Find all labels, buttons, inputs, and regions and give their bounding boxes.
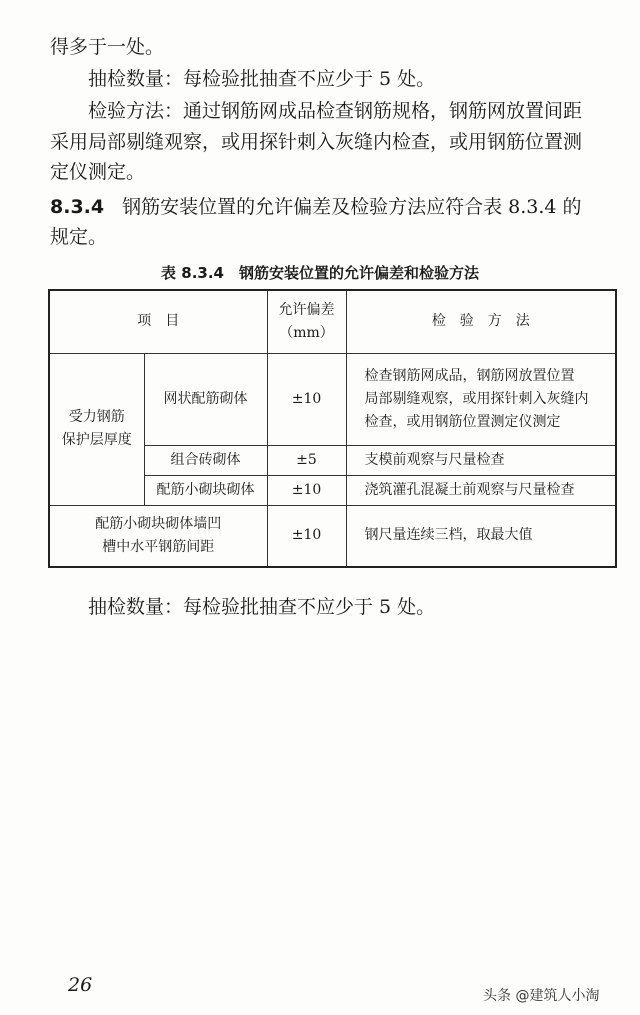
watermark: 头条 @建筑人小淘 [483, 988, 600, 1004]
method-line: 局部剔缝观察，或用探针刺入灰缝内 [364, 390, 589, 407]
last-row-label-line1: 配筋小砌块砌体墙凹 [95, 515, 222, 532]
tolerance-value: ±10 [267, 475, 346, 505]
last-row-label-line2: 槽中水平钢筋间距 [102, 538, 215, 555]
method-line: 检查钢筋网成品，钢筋网放置位置 [364, 367, 575, 384]
method-cell: 钢尺量连续三档，取最大值 [346, 505, 616, 567]
table-caption: 表 8.3.4 钢筋安装位置的允许偏差和检验方法 [161, 264, 479, 282]
header-item: 项 目 [49, 290, 267, 353]
text-line: 得多于一处。 [50, 36, 165, 58]
section-number: 8.3.4 [50, 196, 105, 218]
tolerance-value: ±10 [267, 505, 346, 567]
sampling-quantity-text: 抽检数量：每检验批抽查不应少于 5 处。 [88, 596, 436, 618]
header-method: 检 验 方 法 [346, 290, 616, 353]
method-cell [346, 353, 616, 445]
tolerance-value: ±5 [267, 445, 346, 475]
sampling-quantity-text: 抽检数量：每检验批抽查不应少于 5 处。 [88, 68, 436, 90]
section-heading [50, 194, 582, 221]
page-number: 26 [68, 974, 93, 996]
group-label [49, 353, 144, 505]
tolerance-value: ±10 [267, 353, 346, 445]
method-line: 检查，或用钢筋位置测定仪测定 [364, 413, 561, 430]
last-row-label [49, 505, 267, 567]
sub-item: 组合砖砌体 [144, 445, 267, 475]
table-row [49, 353, 616, 445]
group-label-line1: 受力钢筋 [68, 409, 125, 425]
group-label-line2: 保护层厚度 [61, 432, 132, 448]
table-header-row [49, 290, 616, 353]
sub-item: 配筋小砌块砌体 [144, 475, 267, 505]
section-text-cont: 规定。 [50, 226, 108, 248]
header-tolerance [267, 290, 346, 353]
method-cell: 支模前观察与尺量检查 [346, 445, 616, 475]
header-tolerance-line1: 允许偏差 [278, 301, 335, 318]
inspection-method-text: 检验方法：通过钢筋网成品检查钢筋规格，钢筋网放置间距 [88, 100, 583, 122]
tolerance-table [48, 289, 617, 568]
section-text: 钢筋安装位置的允许偏差及检验方法应符合表 8.3.4 的 [122, 196, 582, 218]
table-row [49, 505, 616, 567]
sub-item: 网状配筋砌体 [144, 353, 267, 445]
text-line: 定仪测定。 [50, 161, 146, 183]
method-cell: 浇筑灌孔混凝土前观察与尺量检查 [346, 475, 616, 505]
text-line: 采用局部剔缝观察，或用探针刺入灰缝内检查，或用钢筋位置测 [50, 131, 583, 153]
header-tolerance-line2: （mm） [279, 324, 334, 341]
